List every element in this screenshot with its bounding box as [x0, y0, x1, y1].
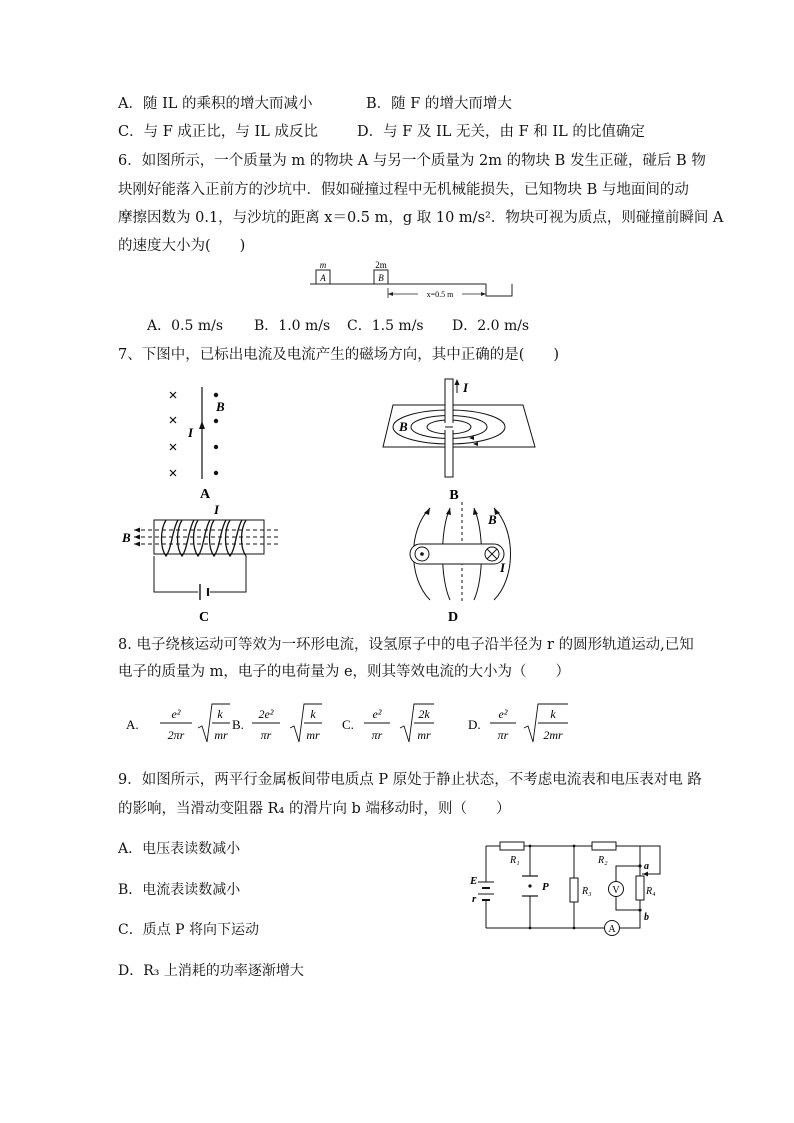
q9-a-label: a	[644, 861, 649, 872]
q8-option-b-num: 2e²	[258, 707, 274, 721]
q7-b-caption: B	[449, 488, 459, 503]
q8-option-c-root-num: 2k	[418, 707, 430, 721]
q6-distance-label: x=0.5 m	[426, 290, 454, 299]
q9-stem-line-2: 的影响，当滑动变阻器 R₄ 的滑片向 b 端移动时，则（ ）	[118, 801, 511, 817]
q7-a-current-label: I	[188, 425, 194, 440]
q8-option-d-root-den: 2mr	[543, 728, 563, 742]
q8-option-a-letter: A.	[126, 717, 139, 732]
q8-option-a-den: 2πr	[167, 728, 185, 742]
q8-option-d-num: e²	[498, 707, 508, 721]
q8-stem-line-1: 8. 电子绕核运动可等效为一环形电流，设氢原子中的电子沿半径为 r 的圆形轨道运动,已知	[118, 637, 694, 653]
q7-figure-b	[375, 375, 535, 503]
q9-voltmeter-label: V	[612, 885, 620, 896]
q8-option-d-den: πr	[497, 728, 509, 742]
q6-option-c: C．1.5 m/s	[347, 318, 424, 334]
q7-a-caption: A	[199, 487, 211, 502]
q6-option-a: A．0.5 m/s	[147, 318, 224, 334]
q5-option-a: A．随 IL 的乘积的增大而减小	[118, 96, 313, 112]
q9-p-label: P	[542, 881, 549, 893]
q8-stem-line-2: 电子的质量为 m，电子的电荷量为 e，则其等效电流的大小为（ ）	[118, 664, 571, 680]
q5-option-c: C．与 F 成正比，与 IL 成反比	[118, 124, 318, 140]
q7-figure-a	[160, 385, 240, 500]
q9-option-d: D．R₃ 上消耗的功率逐渐增大	[118, 963, 304, 979]
q8-option-c-letter: C.	[342, 717, 354, 732]
q9-r-label: r	[472, 893, 477, 905]
q9-r2-label: R₂	[598, 855, 608, 866]
q9-option-a: A．电压表读数减小	[118, 841, 241, 857]
q6-stem-line-3: 摩擦因数为 0.1，与沙坑的距离 x＝0.5 m，g 取 10 m/s²．物块可视为质点，则碰撞前瞬间 A	[118, 210, 724, 226]
q9-stem-line-1: 9．如图所示，两平行金属板间带电质点 P 原处于静止状态，不考虑电流表和电压表对电 路	[118, 772, 702, 788]
q8-option-d-letter: D.	[468, 717, 481, 732]
q8-option-c-root-den: mr	[417, 728, 431, 742]
q8-option-b-den: πr	[260, 728, 272, 742]
q7-c-caption: C	[198, 610, 210, 625]
q7-d-field-label: B	[488, 512, 497, 527]
q9-r4-label: R₄	[646, 886, 656, 897]
q8-option-b-letter: B.	[232, 717, 244, 732]
q8-option-a-num: e²	[171, 707, 181, 721]
q7-c-current-label: I	[214, 502, 220, 517]
q6-stem-line-2: 块刚好能落入正前方的沙坑中．假如碰撞过程中无机械能损失，已知物块 B 与地面间的动	[118, 182, 689, 198]
q6-block-a-label: A	[320, 273, 326, 283]
q7-d-current-label: I	[500, 560, 506, 575]
q8-options	[120, 698, 590, 750]
q6-stem-line-1: 6．如图所示，一个质量为 m 的物块 A 与另一个质量为 2m 的物块 B 发生正碰，碰后 B 物	[118, 153, 706, 169]
q8-option-a-root-num: k	[217, 707, 223, 721]
q9-option-b: B．电流表读数减小	[118, 882, 241, 898]
q8-option-a-root-den: mr	[214, 728, 228, 742]
q5-option-d: D．与 F 及 IL 无关，由 F 和 IL 的比值确定	[357, 124, 645, 140]
q8-option-c-num: e²	[372, 707, 382, 721]
q6-option-d: D．2.0 m/s	[452, 318, 530, 334]
q7-c-field-label: B	[122, 530, 131, 545]
q6-block-b-label: B	[378, 273, 384, 283]
q7-figure-d	[400, 500, 530, 625]
q7-b-field-label: B	[399, 419, 408, 434]
q6-block-a-mass: m	[319, 260, 327, 270]
q6-block-b-mass: 2m	[375, 260, 387, 270]
q9-b-label: b	[644, 912, 649, 923]
q9-circuit-diagram	[468, 838, 668, 943]
q6-option-b: B．1.0 m/s	[254, 318, 331, 334]
q7-a-field-label: B	[216, 399, 225, 414]
q9-ammeter-label: A	[608, 924, 616, 935]
q9-r3-label: R₃	[582, 886, 592, 897]
q8-option-b-root-num: k	[310, 707, 316, 721]
q6-stem-line-4: 的速度大小为( )	[118, 238, 246, 254]
q8-option-b-root-den: mr	[306, 728, 320, 742]
q8-option-c-den: πr	[371, 728, 383, 742]
q9-option-c: C．质点 P 将向下运动	[118, 922, 260, 938]
q7-d-caption: D	[447, 610, 459, 625]
q6-collision-figure	[300, 258, 530, 304]
q9-r1-label: R₁	[510, 855, 520, 866]
q8-option-d-root-num: k	[550, 707, 556, 721]
q9-e-label: E	[470, 875, 478, 887]
q5-option-b: B．随 F 的增大而增大	[366, 96, 512, 112]
q7-figure-c	[120, 500, 290, 625]
q7-stem: 7、下图中，已标出电流及电流产生的磁场方向，其中正确的是( )	[118, 347, 560, 363]
q7-a-cross-marks	[170, 392, 176, 476]
q7-b-current-label: I	[463, 380, 469, 395]
